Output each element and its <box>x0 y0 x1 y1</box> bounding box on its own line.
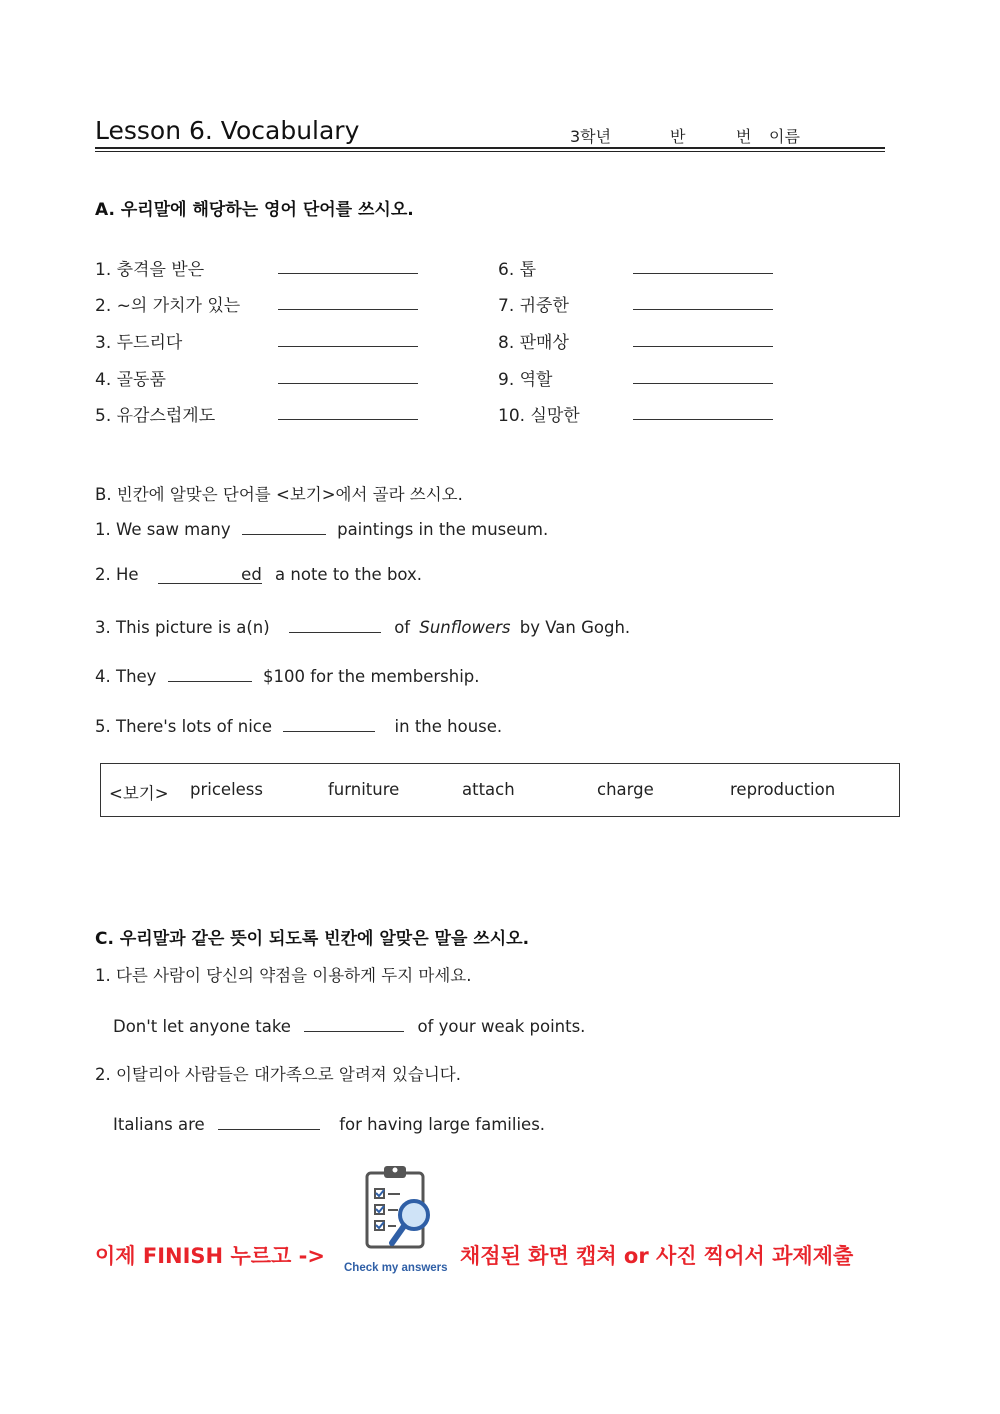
answer-blank[interactable] <box>158 565 262 584</box>
sentence-text: of your weak points. <box>417 1017 586 1036</box>
answer-blank[interactable] <box>633 273 773 274</box>
section-a-heading: A. 우리말에 해당하는 영어 단어를 쓰시오. <box>95 200 414 220</box>
sentence-c1 <box>113 1013 585 1036</box>
name-label: 이름 <box>769 127 800 146</box>
word-bank-word: furniture <box>328 780 400 799</box>
submit-instruction: 채점된 화면 캡쳐 or 사진 찍어서 과제제출 <box>460 1244 854 1268</box>
answer-blank[interactable] <box>278 383 418 384</box>
check-answers-button[interactable] <box>362 1163 438 1255</box>
answer-blank[interactable] <box>278 419 418 420</box>
sentence-1 <box>95 516 548 539</box>
sentence-italic: Sunflowers <box>419 618 511 637</box>
sentence-text: 2. He <box>95 565 139 584</box>
vocab-item: 8. 판매상 <box>498 333 569 353</box>
section-b-heading: B. 빈칸에 알맞은 단어를 <보기>에서 골라 쓰시오. <box>95 485 463 504</box>
answer-blank[interactable] <box>304 1013 404 1032</box>
word-bank-word: priceless <box>190 780 263 799</box>
sentence-4 <box>95 663 480 686</box>
vocab-item: 7. 귀중한 <box>498 296 569 316</box>
sentence-text: a note to the box. <box>275 565 423 584</box>
header-rule-thin <box>95 151 885 152</box>
word-bank-word: reproduction <box>730 780 836 799</box>
answer-blank[interactable] <box>633 346 773 347</box>
clipboard-magnifier-icon <box>362 1163 438 1255</box>
sentence-text: 1. We saw many <box>95 520 231 539</box>
answer-blank[interactable] <box>168 663 252 682</box>
answer-blank[interactable] <box>283 713 375 732</box>
korean-sentence: 2. 이탈리아 사람들은 대가족으로 알려져 있습니다. <box>95 1065 461 1084</box>
number-label: 번 <box>736 127 752 146</box>
answer-blank[interactable] <box>218 1111 320 1130</box>
vocab-item: 1. 충격을 받은 <box>95 260 205 280</box>
answer-blank[interactable] <box>633 383 773 384</box>
answer-blank[interactable] <box>278 346 418 347</box>
answer-blank[interactable] <box>633 309 773 310</box>
vocab-item: 6. 톱 <box>498 260 537 280</box>
vocab-item: 3. 두드리다 <box>95 333 183 353</box>
finish-instruction: 이제 FINISH 누르고 -> <box>95 1244 325 1268</box>
sentence-5 <box>95 713 502 736</box>
sentence-text: for having large families. <box>339 1115 546 1134</box>
sentence-text: 3. This picture is a(n) <box>95 618 270 637</box>
sentence-text: 5. There's lots of nice <box>95 717 273 736</box>
answer-blank[interactable] <box>289 614 381 633</box>
answer-blank[interactable] <box>278 309 418 310</box>
grade-label: 3학년 <box>570 127 612 146</box>
vocab-item: 10. 실망한 <box>498 406 580 426</box>
word-bank-word: charge <box>597 780 654 799</box>
word-bank-label: <보기> <box>109 784 169 803</box>
class-label: 반 <box>670 127 686 146</box>
sentence-text: Don't let anyone take <box>113 1017 291 1036</box>
check-answers-label[interactable]: Check my answers <box>344 1262 448 1274</box>
header-rule <box>95 147 885 149</box>
sentence-3 <box>95 614 630 637</box>
sentence-text: $100 for the membership. <box>262 667 480 686</box>
korean-sentence: 1. 다른 사람이 당신의 약점을 이용하게 두지 마세요. <box>95 966 472 985</box>
sentence-text: Italians are <box>113 1115 205 1134</box>
vocab-item: 2. ~의 가치가 있는 <box>95 296 241 316</box>
vocab-item: 5. 유감스럽게도 <box>95 406 216 426</box>
vocab-item: 4. 골동품 <box>95 370 166 390</box>
sentence-text: paintings in the museum. <box>337 520 549 539</box>
sentence-text: by Van Gogh. <box>519 618 631 637</box>
section-c-heading: C. 우리말과 같은 뜻이 되도록 빈칸에 알맞은 말을 쓰시오. <box>95 929 530 949</box>
vocab-item: 9. 역할 <box>498 370 553 390</box>
sentence-text: 4. They <box>95 667 157 686</box>
sentence-c2 <box>113 1111 545 1134</box>
page-title: Lesson 6. Vocabulary <box>95 116 360 145</box>
sentence-2 <box>95 565 422 584</box>
answer-blank[interactable] <box>278 273 418 274</box>
sentence-text: of <box>394 618 411 637</box>
sentence-text: in the house. <box>394 717 503 736</box>
answer-blank[interactable] <box>633 419 773 420</box>
blank-suffix: ed <box>241 565 262 584</box>
word-bank-word: attach <box>462 780 515 799</box>
answer-blank[interactable] <box>242 516 326 535</box>
